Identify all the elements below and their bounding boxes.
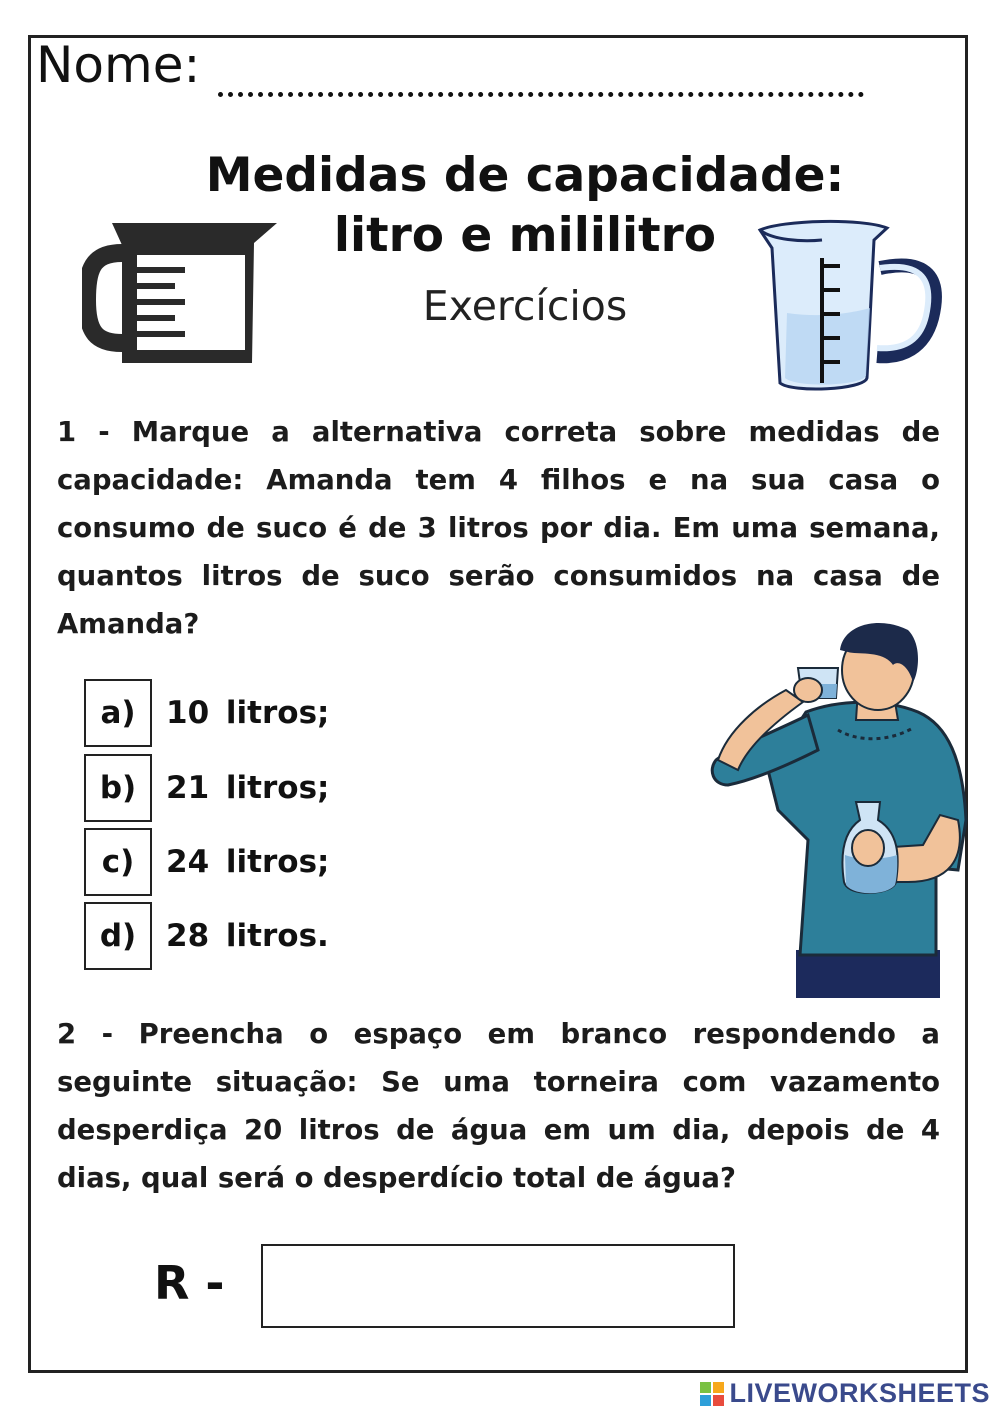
liveworksheets-brand-text: LIVEWORKSHEETS: [729, 1378, 990, 1408]
option-d-label: 28 litros.: [166, 918, 329, 954]
option-b-checkbox[interactable]: b): [84, 754, 152, 822]
option-c-label: 24 litros;: [166, 844, 330, 880]
option-b[interactable]: [84, 755, 329, 821]
name-input-line[interactable]: [218, 92, 864, 97]
option-d-checkbox[interactable]: d): [84, 902, 152, 970]
option-a-label: 10 litros;: [166, 695, 330, 731]
question-2-text: 2 - Preencha o espaço em branco respondendo a seguinte situação: Se uma torneira com vazamento desperdiça 20 litros de água em um dia, depois de 4 dias, qual será o desperdício total de água?: [57, 1018, 940, 1194]
worksheet-title-line1: Medidas de capacidade:: [205, 148, 845, 203]
measuring-pitcher-icon: [752, 218, 942, 398]
answer-input[interactable]: [261, 1244, 735, 1328]
option-a-checkbox[interactable]: a): [84, 679, 152, 747]
option-d[interactable]: [84, 903, 329, 969]
worksheet-subtitle: Exercícios: [422, 282, 628, 330]
man-drinking-water-illustration: [708, 620, 973, 1000]
option-c-checkbox[interactable]: c): [84, 828, 152, 896]
option-a[interactable]: [84, 680, 329, 746]
liveworksheets-brand[interactable]: [699, 1378, 990, 1409]
worksheet-title-line2: litro e mililitro: [333, 208, 717, 263]
name-label: Nome:: [36, 36, 201, 94]
question-1-text: 1 - Marque a alternativa correta sobre medidas de capacidade: Amanda tem 4 filhos e na sua casa o consumo de suco é de 3 litros por dia. Em uma semana, quantos litros de suco serão consumidos na casa de Amanda?: [57, 416, 940, 640]
answer-label: R -: [154, 1256, 225, 1310]
measuring-cup-icon: [82, 215, 282, 370]
option-c[interactable]: [84, 829, 329, 895]
liveworksheets-logo-icon: [699, 1381, 725, 1407]
option-b-label: 21 litros;: [166, 770, 330, 806]
